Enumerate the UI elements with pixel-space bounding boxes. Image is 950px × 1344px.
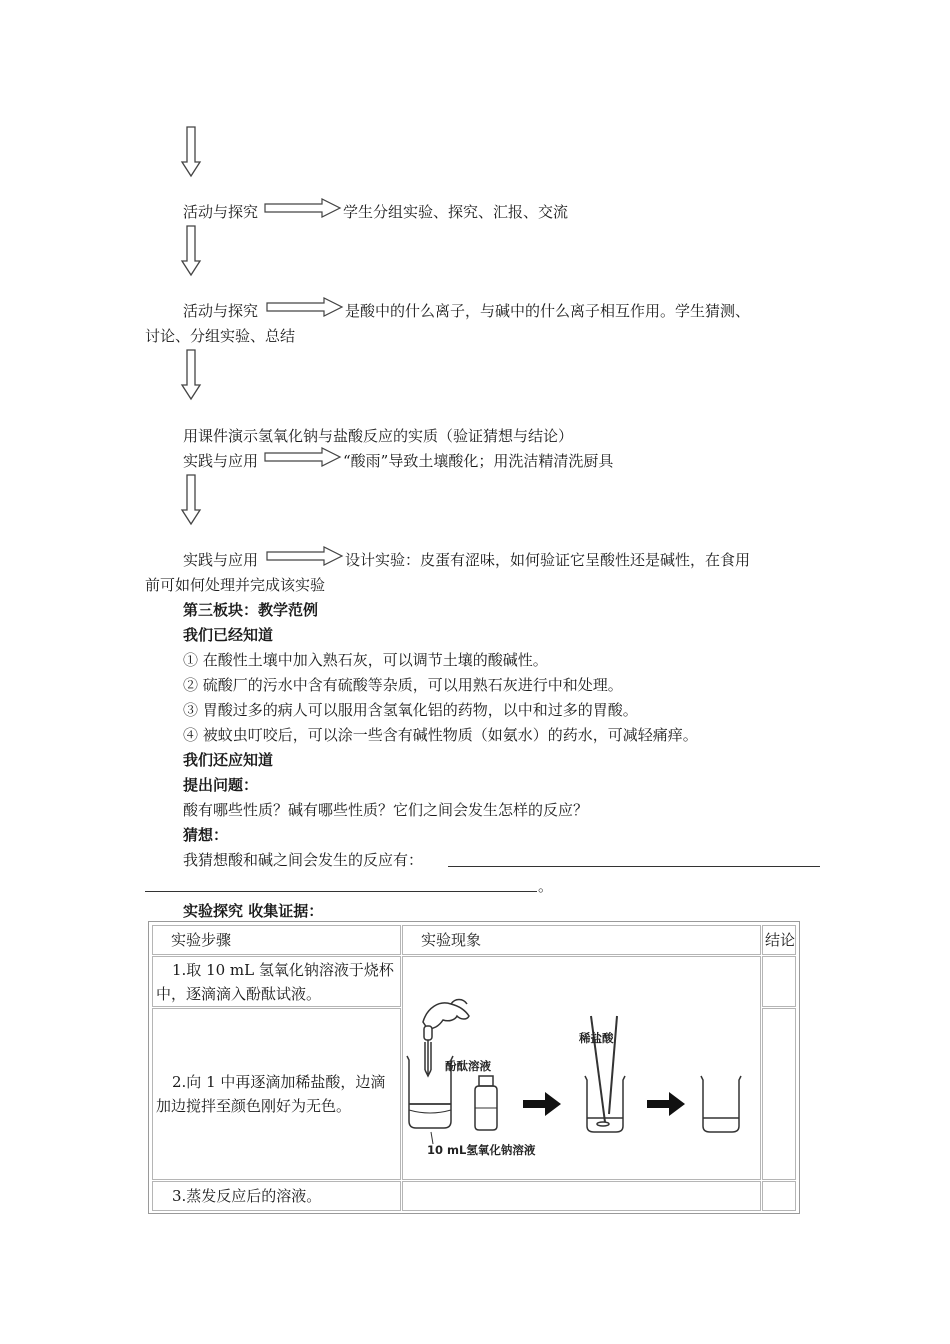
flow-text-1: 学生分组实验、探究、汇报、交流 bbox=[343, 203, 569, 221]
step-1-text: 1.取 10 mL 氢氧化钠溶液于烧杯中，逐滴滴入酚酞试液。 bbox=[156, 961, 394, 1003]
guess-label: 猜想： bbox=[183, 826, 229, 844]
label-naoh: 10 mL氢氧化钠溶液 bbox=[427, 1143, 536, 1157]
hand-icon bbox=[423, 1000, 469, 1029]
flow-text-2-cont: 讨论、分组实验、总结 bbox=[145, 327, 296, 345]
conclusion-cell bbox=[762, 1008, 796, 1180]
table-header-cell bbox=[402, 925, 761, 955]
right-arrow-icon bbox=[264, 198, 342, 218]
label-phenolphthalein: 酚酞溶液 bbox=[445, 1059, 491, 1073]
table-row-step-3 bbox=[152, 1181, 401, 1211]
down-arrow-icon bbox=[180, 225, 202, 277]
header-steps: 实验步骤 bbox=[171, 931, 232, 949]
known-item: ③ 胃酸过多的病人可以服用含氢氧化铝的药物，以中和过多的胃酸。 bbox=[183, 701, 638, 719]
flow-label-activity-2: 活动与探究 bbox=[183, 302, 259, 320]
flow-text-5: 设计实验：皮蛋有涩味，如何验证它呈酸性还是碱性，在食用 bbox=[345, 551, 751, 569]
conclusion-cell bbox=[762, 1181, 796, 1211]
step-2-text: 2.向 1 中再逐滴加稀盐酸，边滴加边搅拌至颜色刚好为无色。 bbox=[156, 1073, 386, 1115]
step-3-text: 3.蒸发反应后的溶液。 bbox=[172, 1187, 322, 1205]
down-arrow-icon bbox=[180, 349, 202, 401]
table-header-cell bbox=[152, 925, 401, 955]
experiment-label: 实验探究 收集证据： bbox=[183, 902, 324, 920]
process-arrow-icon bbox=[523, 1092, 561, 1116]
table-row-step-2 bbox=[152, 1008, 401, 1180]
guess-end: 。 bbox=[538, 877, 554, 895]
flow-label-practice-2: 实践与应用 bbox=[183, 551, 259, 569]
process-arrow-icon bbox=[647, 1092, 685, 1116]
header-phenomenon: 实验现象 bbox=[421, 931, 482, 949]
phenomenon-cell bbox=[402, 1181, 761, 1211]
label-hcl: 稀盐酸 bbox=[579, 1031, 614, 1045]
down-arrow-icon bbox=[180, 474, 202, 526]
flow-text-3: 用课件演示氢氧化钠与盐酸反应的实质（验证猜想与结论） bbox=[183, 427, 574, 445]
flow-text-5-cont: 前可如何处理并完成该实验 bbox=[145, 576, 326, 594]
answer-blank-line[interactable] bbox=[145, 891, 537, 892]
section-title: 第三板块：教学范例 bbox=[183, 601, 319, 619]
table-header-cell bbox=[762, 925, 796, 955]
bottle-icon bbox=[475, 1076, 497, 1130]
table-row-step-1 bbox=[152, 956, 401, 1007]
should-know-title: 我们还应知道 bbox=[183, 751, 274, 769]
answer-blank-line[interactable] bbox=[448, 866, 820, 867]
beaker-icon bbox=[701, 1076, 741, 1132]
down-arrow-icon bbox=[180, 126, 202, 178]
flow-label-practice-1: 实践与应用 bbox=[183, 452, 259, 470]
header-conclusion: 结论 bbox=[765, 931, 796, 949]
flow-text-2: 是酸中的什么离子，与碱中的什么离子相互作用。学生猜测、 bbox=[345, 302, 751, 320]
experiment-table bbox=[148, 921, 800, 1214]
known-item: ④ 被蚊虫叮咬后，可以涂一些含有碱性物质（如氨水）的药水，可减轻痛痒。 bbox=[183, 726, 698, 744]
question-text: 酸有哪些性质？碱有哪些性质？它们之间会发生怎样的反应？ bbox=[183, 801, 589, 819]
dropper-icon bbox=[424, 1026, 432, 1076]
known-title: 我们已经知道 bbox=[183, 626, 274, 644]
known-item: ① 在酸性土壤中加入熟石灰，可以调节土壤的酸碱性。 bbox=[183, 651, 548, 669]
experiment-figure bbox=[403, 986, 759, 1158]
guess-text: 我猜想酸和碱之间会发生的反应有： bbox=[183, 851, 424, 869]
right-arrow-icon bbox=[266, 297, 344, 317]
flow-label-activity-1: 活动与探究 bbox=[183, 203, 259, 221]
right-arrow-icon bbox=[266, 546, 344, 566]
right-arrow-icon bbox=[264, 447, 342, 467]
known-item: ② 硫酸厂的污水中含有硫酸等杂质，可以用熟石灰进行中和处理。 bbox=[183, 676, 623, 694]
question-label: 提出问题： bbox=[183, 776, 259, 794]
flow-text-4: “酸雨”导致土壤酸化；用洗洁精清洗厨具 bbox=[343, 452, 614, 470]
conclusion-cell bbox=[762, 956, 796, 1007]
